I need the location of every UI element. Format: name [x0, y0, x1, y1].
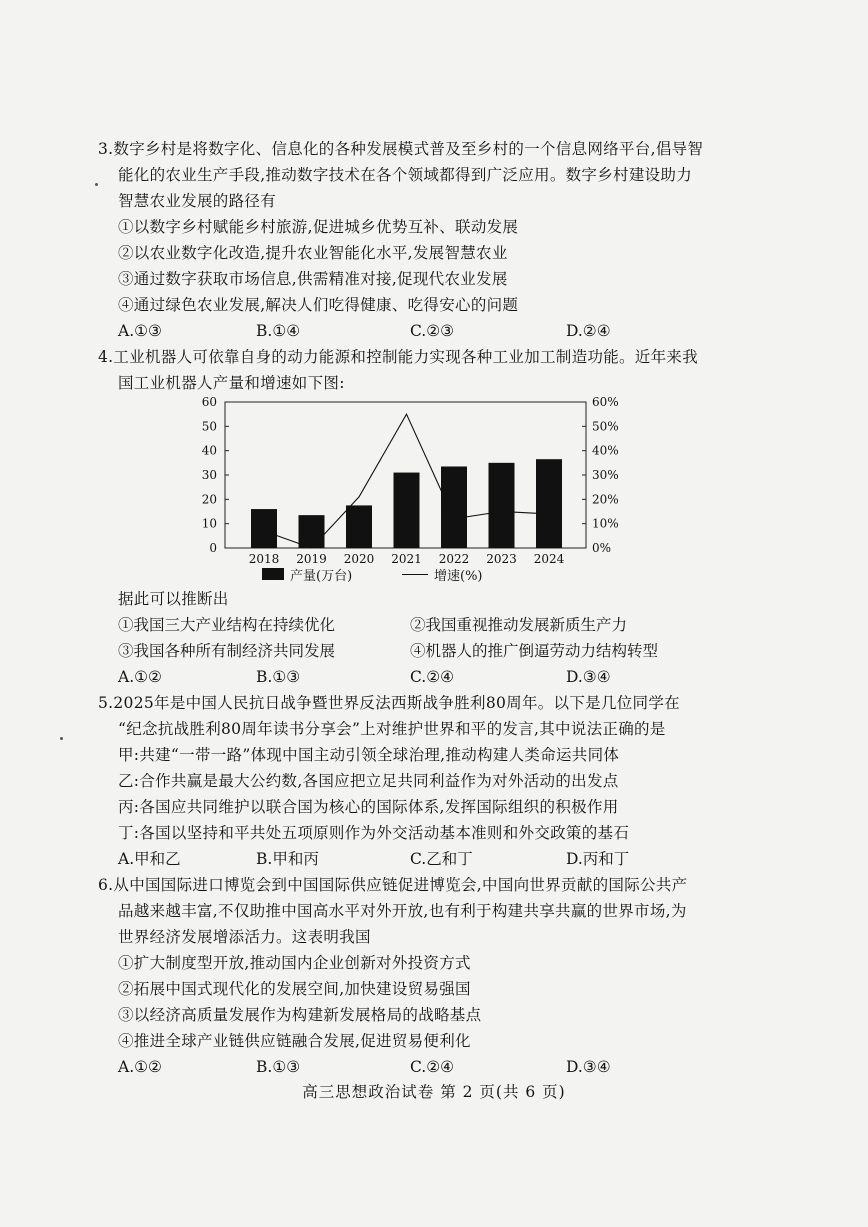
option-d[interactable]: D.丙和丁 [566, 850, 630, 868]
q3-item: ②以农业数字化改造,提升农业智能化水平,发展智慧农业 [118, 244, 508, 262]
option-d[interactable]: D.③④ [566, 668, 611, 686]
q5-item: 丙:各国应共同维护以联合国为核心的国际体系,发挥国际组织的积极作用 [118, 798, 619, 816]
q3-stem-line: 智慧农业发展的路径有 [118, 192, 277, 210]
q3-stem-line: 3.数字乡村是将数字化、信息化的各种发展模式普及至乡村的一个信息网络平台,倡导智 [98, 140, 704, 158]
left-tick-label: 60 [201, 395, 217, 409]
right-tick-label: 0% [592, 541, 612, 555]
option-a[interactable]: A.①③ [118, 322, 162, 340]
option-b[interactable]: B.①③ [256, 668, 301, 686]
q4-item: ③我国各种所有制经济共同发展 [118, 642, 336, 660]
q5-item: 乙:合作共赢是最大公约数,各国应把立足共同利益作为对外活动的出发点 [118, 772, 619, 790]
q4-stem-line: 国工业机器人产量和增速如下图: [118, 374, 345, 392]
q6-item: ③以经济高质量发展作为构建新发展格局的战略基点 [118, 1006, 482, 1024]
q4-options [98, 664, 738, 690]
q6-options [98, 1054, 738, 1080]
q3-item: ④通过绿色农业发展,解决人们吃得健康、吃得安心的问题 [118, 296, 519, 314]
q4-item: ②我国重视推动发展新质生产力 [410, 616, 628, 634]
page-footer: 高三思想政治试卷 第 2 页(共 6 页) [302, 1083, 566, 1101]
right-tick-label: 30% [592, 468, 619, 482]
legend-bar-label: 产量(万台) [290, 569, 353, 584]
option-b[interactable]: B.甲和丙 [256, 850, 319, 868]
legend-line-label: 增速(%) [434, 569, 483, 584]
legend-line-swatch [402, 574, 428, 575]
q4-items-row [98, 638, 738, 664]
q5-options [98, 846, 738, 872]
option-c[interactable]: C.②④ [410, 668, 455, 686]
output-bar [251, 509, 277, 548]
x-tick-label: 2024 [533, 552, 565, 566]
legend-bar-swatch [262, 568, 284, 580]
x-tick-label: 2018 [248, 552, 280, 566]
x-tick-label: 2022 [438, 552, 470, 566]
scan-speck [60, 737, 63, 740]
option-a[interactable]: A.甲和乙 [118, 850, 181, 868]
output-bar [489, 463, 515, 548]
q3-options [98, 318, 738, 344]
option-d[interactable]: D.③④ [566, 1058, 611, 1076]
q4-items-row [98, 612, 738, 638]
option-a[interactable]: A.①② [118, 668, 162, 686]
output-bar [394, 473, 420, 548]
q5-item: 甲:共建“一带一路”体现中国主动引领全球治理,推动构建人类命运共同体 [118, 746, 620, 764]
output-bar [299, 515, 325, 548]
left-tick-label: 20 [201, 492, 217, 507]
left-tick-label: 30 [201, 468, 217, 482]
left-tick-label: 50 [201, 419, 217, 434]
right-tick-label: 40% [592, 443, 619, 458]
q6-stem-line: 品越来越丰富,不仅助推中国高水平对外开放,也有利于构建共享共赢的世界市场,为 [118, 902, 687, 920]
output-bar [536, 459, 562, 548]
output-bar [441, 466, 467, 548]
q5-stem-line: “纪念抗战胜利80周年读书分享会”上对维护世界和平的发言,其中说法正确的是 [118, 720, 666, 738]
q6-item: ④推进全球产业链供应链融合发展,促进贸易便利化 [118, 1032, 471, 1050]
option-c[interactable]: C.乙和丁 [410, 850, 473, 868]
option-a[interactable]: A.①② [118, 1058, 162, 1076]
q4-item: ④机器人的推广倒逼劳动力结构转型 [410, 642, 659, 660]
left-tick-label: 10 [201, 516, 217, 531]
q6-stem-line: 6.从中国国际进口博览会到中国国际供应链促进博览会,中国向世界贡献的国际公共产 [98, 876, 688, 894]
q6-item: ①扩大制度型开放,推动国内企业创新对外投资方式 [118, 954, 471, 972]
scan-speck [95, 183, 98, 186]
right-tick-label: 60% [592, 395, 619, 409]
q3-item: ①以数字乡村赋能乡村旅游,促进城乡优势互补、联动发展 [118, 218, 519, 236]
right-tick-label: 10% [592, 516, 619, 531]
question-4-continued [98, 586, 738, 690]
question-3 [98, 136, 738, 344]
question-5 [98, 690, 738, 872]
x-tick-label: 2020 [343, 552, 375, 566]
option-c[interactable]: C.②④ [410, 1058, 455, 1076]
q5-stem-line: 5.2025年是中国人民抗日战争暨世界反法西斯战争胜利80周年。以下是几位同学在 [98, 694, 680, 712]
q4-item: ①我国三大产业结构在持续优化 [118, 616, 336, 634]
q5-item: 丁:各国以坚持和平共处五项原则作为外交活动基本准则和外交政策的基石 [118, 824, 630, 842]
q6-stem-line: 世界经济发展增添活力。这表明我国 [118, 928, 371, 946]
q3-item: ③通过数字获取市场信息,供需精准对接,促现代农业发展 [118, 270, 508, 288]
option-b[interactable]: B.①③ [256, 1058, 301, 1076]
q6-item: ②拓展中国式现代化的发展空间,加快建设贸易强国 [118, 980, 471, 998]
option-c[interactable]: C.②③ [410, 322, 455, 340]
q4-after-chart: 据此可以推断出 [118, 590, 229, 608]
q4-stem-line: 4.工业机器人可依靠自身的动力能源和控制能力实现各种工业加工制造功能。近年来我 [98, 348, 698, 366]
question-6 [98, 872, 738, 1080]
q3-stem-line: 能化的农业生产手段,推动数字技术在各个领域都得到广泛应用。数字乡村建设助力 [118, 166, 693, 184]
question-4 [98, 344, 738, 396]
left-tick-label: 40 [201, 443, 217, 458]
x-tick-label: 2021 [391, 552, 422, 566]
robot-output-chart [190, 392, 619, 566]
output-bar [346, 505, 372, 548]
x-tick-label: 2019 [296, 552, 327, 566]
left-tick-label: 0 [209, 541, 217, 555]
option-b[interactable]: B.①④ [256, 322, 301, 340]
right-tick-label: 20% [592, 492, 619, 507]
right-tick-label: 50% [592, 419, 619, 434]
x-tick-label: 2023 [486, 552, 517, 566]
option-d[interactable]: D.②④ [566, 322, 611, 340]
